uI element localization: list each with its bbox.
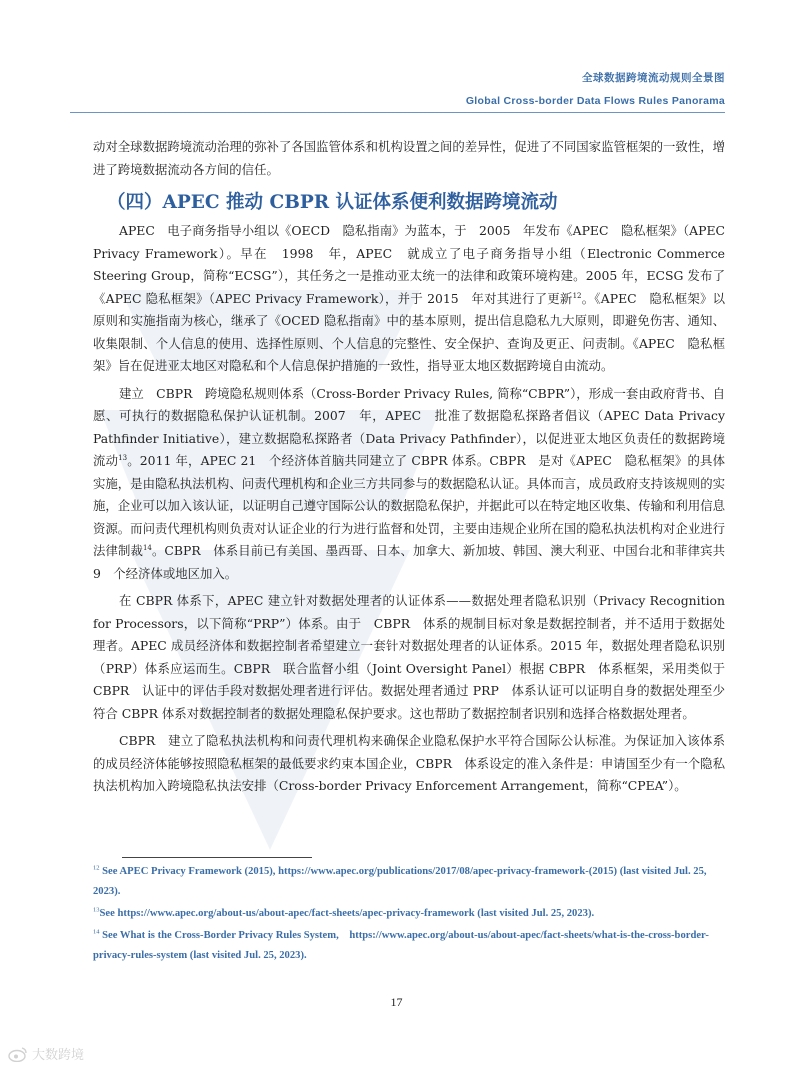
paragraph-cpea: CBPR 建立了隐私执法机构和问责代理机构来确保企业隐私保护水平符合国际公认标准。为保证加入该体系的成员经济体能够按照隐私框架的最低要求约束本国企业，CBPR 体系设定的准入条件是：申请国至少有一个隐私执法机构加入跨境隐私执法安排（Cross-border Privacy Enforcement Arrangement，简称“CPEA”）。 xyxy=(93,733,725,793)
paragraph-text: 。《APEC 隐私框架》以原则和实施指南为核心，继承了《OCED 隐私指南》中的基本原则，提出信息隐私九大原则，即避免伤害、通知、收集限制、个人信息的使用、选择性原则、个人信息的完整性、安全保护、查询及更正、问责制。《APEC 隐私框架》旨在促进亚太地区对隐私和个人信息保护措施的一致性，指导亚太地区数据跨境自由流动。 xyxy=(93,290,725,373)
footnote-text[interactable]: See https://www.apec.org/about-us/about-apec/fact-sheets/apec-privacy-framework (last visited Jul. 25, 2023). xyxy=(99,908,595,919)
paragraph-text: APEC 电子商务指导小组以《OECD 隐私指南》为蓝本，于 2005 年发布《APEC 隐私框架》（APEC Privacy Framework）。早在 1998 年，APEC 就成立了电子商务指导小组（Electronic Commerce Steering Group，简称“ECSG”），其任务之一是推动亚太统一的法律和政策环境构建。2005 年，ECSG 发布了《APEC 隐私框架》（APEC Privacy Framework），并于 2015 年对其进行了更新 xyxy=(93,223,725,306)
brand-watermark xyxy=(8,1044,84,1063)
running-header xyxy=(466,70,725,107)
footnotes xyxy=(93,862,728,968)
footnote-ref-14[interactable]: 14 xyxy=(142,543,152,552)
header-title-en: Global Cross-border Data Flows Rules Panorama xyxy=(465,95,725,107)
main-content xyxy=(93,136,738,798)
paragraph-cbpr-system xyxy=(93,383,725,586)
footnote-number: 12 xyxy=(93,864,100,872)
weibo-style-logo-icon xyxy=(8,1046,28,1062)
paragraph-text: 。2011 年，APEC 21 个经济体首脑共同建立了 CBPR 体系。CBPR 是对《APEC 隐私框架》的具体实施，是由隐私执法机构、问责代理机构和企业三方共同参与的数据隐私认证。具体而言，成员政府支持该规则的实施，企业可以加入该认证，以证明自己遵守国际公认的数据隐私保护，并据此可以在特定地区收集、传输和利用信息资源。而问责代理机构则负责对认证企业的行为进行监督和处罚，主要由违规企业所在国的隐私执法机构对企业进行法律制裁 xyxy=(93,453,726,558)
footnote-number: 13 xyxy=(93,906,100,914)
section-heading: （四）APEC 推动 CBPR 认证体系便利数据跨境流动 xyxy=(107,192,558,213)
header-title-cn: 全球数据跨境流动规则全景图 xyxy=(582,72,725,84)
paragraph-apec-framework xyxy=(93,220,725,378)
paragraph-text: 。CBPR 体系目前已有美国、墨西哥、日本、加拿大、新加坡、韩国、澳大利亚、中国台北和菲律宾共 9 个经济体或地区加入。 xyxy=(93,543,725,581)
footnote-text[interactable]: See What is the Cross-Border Privacy Rules System, https://www.apec.org/about-us/about-apec/fact-sheets/what-is-the-cross-border-privacy-rules-system (last visited Jul. 25, 2023). xyxy=(93,930,709,961)
paragraph-text: 建立 CBPR 跨境隐私规则体系（Cross-Border Privacy Rules, 简称“CBPR”），形成一套由政府背书、自愿、可执行的数据隐私保护认证机制。2007 年，APEC 批准了数据隐私探路者倡议（APEC Data Privacy Pathfinder Initiative），建立数据隐私探路者（Data Privacy Pathfinder），以促进亚太地区负责任的数据跨境流动 xyxy=(93,385,725,468)
paragraph-prp-system: 在 CBPR 体系下，APEC 建立针对数据处理者的认证体系——数据处理者隐私识别（Privacy Recognition for Processors，以下简称“PRP”）体系。由于 CBPR 体系的规制目标对象是数据控制者，并不适用于数据处理者。APEC 成员经济体和数据控制者希望建立一套针对数据处理者的认证体系。2015 年，数据处理者隐私识别（PRP）体系应运而生。CBPR 联合监督小组（Joint Oversight Panel）根据 CBPR 体系框架，采用类似于 CBPR 认证中的评估手段对数据处理者进行评估。数据处理者通过 PRP 体系认证可以证明自身的数据处理至少符合 CBPR 体系对数据控制者的数据处理隐私保护要求。这也帮助了数据控制者识别和选择合格数据处理者。 xyxy=(93,593,738,721)
footnote-14 xyxy=(93,926,728,966)
header-divider xyxy=(70,112,725,113)
intro-paragraph: 动对全球数据跨境流动治理的弥补了各国监管体系和机构设置之间的差异性，促进了不同国家监管框架的一致性，增进了跨境数据流动各方间的信任。 xyxy=(93,139,725,177)
footnote-ref-12[interactable]: 12 xyxy=(572,291,582,300)
page-number: 17 xyxy=(390,995,403,1009)
brand-text: 大数跨境 xyxy=(32,1048,85,1063)
footnote-divider xyxy=(122,857,312,858)
footnote-12 xyxy=(93,862,728,902)
footnote-13 xyxy=(93,904,728,924)
footnote-text[interactable]: See APEC Privacy Framework (2015), https://www.apec.org/publications/2017/08/apec-privacy-framework-(2015) (last visited Jul. 25, 2023). xyxy=(93,866,707,897)
footnote-ref-13[interactable]: 13 xyxy=(118,453,128,462)
footnote-number: 14 xyxy=(93,928,100,936)
